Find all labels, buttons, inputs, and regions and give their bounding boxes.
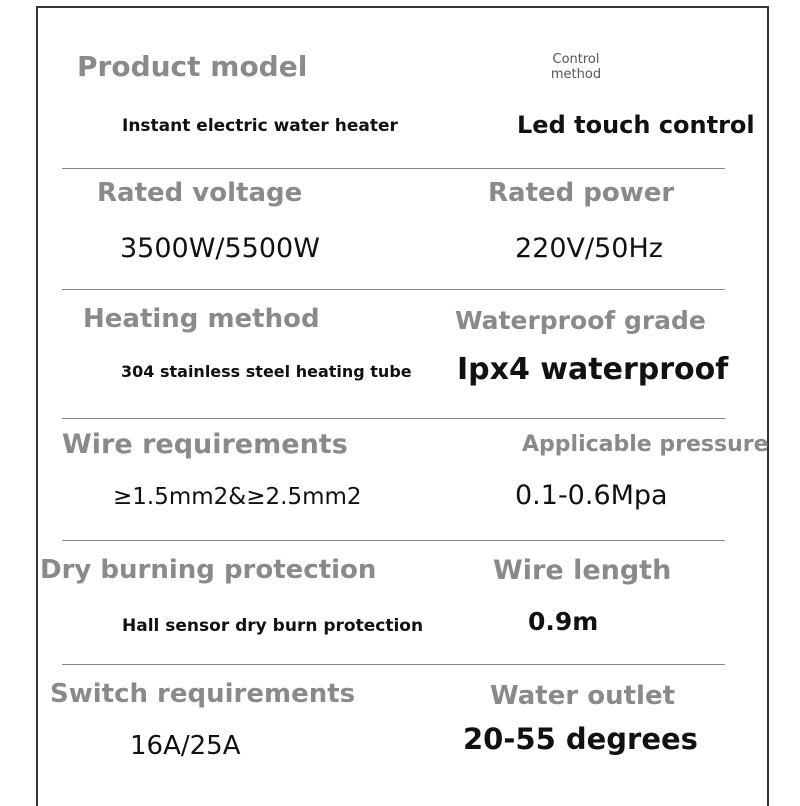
water-outlet-value: 20-55 degrees xyxy=(463,722,698,756)
heating-method-label: Heating method xyxy=(83,304,320,334)
control-method-label-line2: method xyxy=(550,67,602,82)
heating-method-value: 304 stainless steel heating tube xyxy=(121,362,412,381)
control-method-value: Led touch control xyxy=(517,111,755,139)
divider xyxy=(62,418,725,419)
divider xyxy=(62,664,725,665)
switch-requirements-value: 16A/25A xyxy=(130,731,241,761)
control-method-label xyxy=(540,52,612,82)
wire-requirements-label: Wire requirements xyxy=(62,429,348,460)
waterproof-grade-label: Waterproof grade xyxy=(455,306,706,335)
wire-length-label: Wire length xyxy=(493,555,672,586)
rated-power-label: Rated power xyxy=(488,178,675,208)
applicable-pressure-label: Applicable pressure xyxy=(522,432,769,457)
divider xyxy=(62,540,725,541)
product-model-label: Product model xyxy=(77,50,308,83)
applicable-pressure-value: 0.1-0.6Mpa xyxy=(515,480,668,511)
water-outlet-label: Water outlet xyxy=(490,681,676,711)
rated-voltage-value: 3500W/5500W xyxy=(120,233,320,264)
divider xyxy=(62,168,725,169)
rated-power-value: 220V/50Hz xyxy=(515,233,663,264)
rated-voltage-label: Rated voltage xyxy=(97,178,303,208)
control-method-label-line1: Control xyxy=(552,52,600,67)
switch-requirements-label: Switch requirements xyxy=(50,679,356,709)
wire-length-value: 0.9m xyxy=(528,607,599,636)
dry-burning-protection-value: Hall sensor dry burn protection xyxy=(122,616,424,636)
product-model-value: Instant electric water heater xyxy=(122,116,398,136)
dry-burning-protection-label: Dry burning protection xyxy=(40,555,377,585)
divider xyxy=(62,289,725,290)
wire-requirements-value: ≥1.5mm2&≥2.5mm2 xyxy=(113,484,362,510)
waterproof-grade-value: Ipx4 waterproof xyxy=(457,352,729,387)
